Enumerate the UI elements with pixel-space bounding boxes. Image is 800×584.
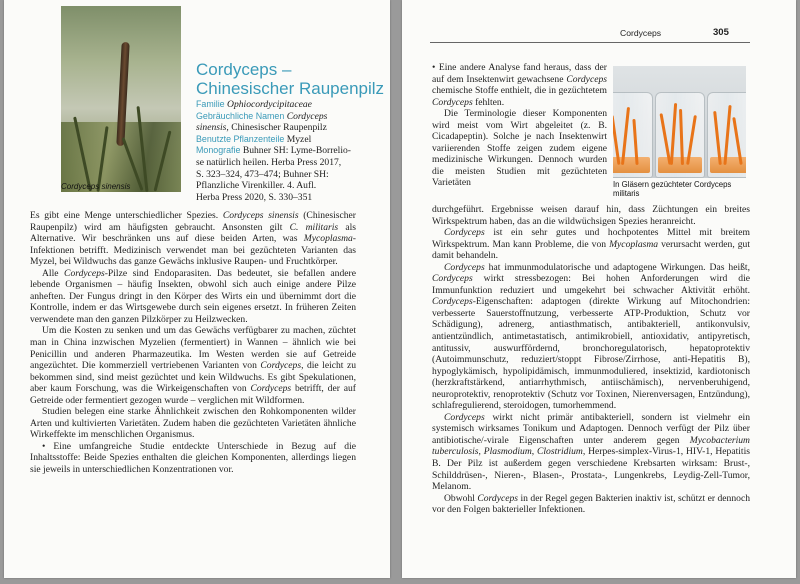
right-float-text bbox=[432, 62, 607, 189]
left-body-text bbox=[30, 210, 356, 476]
photo-caption-left: Cordyceps sinensis bbox=[61, 182, 131, 191]
paragraph: Cordyceps wirkt nicht primär antibakteriell, sondern ist vielmehr ein systemisch wirksames Tonikum und Adaptogen. Dennoch verfügt der Pilz über antibiotische/-virale Eigenschaften unter anderem gegen Mycobacterium tuberculosis, Plasmodium, Clostridium, Herpes-simplex-Virus-1, HIV-1, Hepatitis B. Der Pilz ist außerdem gegen verschiedene Krebsarten wirksam: Brust-, Schilddrüsen-, Nieren-, Blasen-, Prostata-, Lungenkrebs, Leydig-Zell-Tumor, Melanom. bbox=[432, 411, 750, 493]
paragraph: Die Terminologie dieser Komponenten wird meist vom Wirt abgeleitet (z. B. Cicadapeptin). Solche je nach Insektenwirt variierenden Stoffe zeigen zudem eigene medizinische Wirkungen. Dennoch wurden die meisten Studien mit gezüchteten Varietäten bbox=[432, 108, 607, 189]
monograph-meta bbox=[196, 99, 378, 203]
paragraph: Um die Kosten zu senken und um das Gewächs verfügbarer zu machen, züchtet man in China inzwischen Myzelien (fermentiert) in Wannen – ähnlich wie bei Penicillin und anderen Pharmazeutika. Im Westen werden sie auf Getreide angezüchtet. Die kommerziell vertriebenen Varianten von Cordyceps, die leicht zu bekommen sind, sind meist gezüchtet und kein Wildwuchs. Es gibt Spekulationen, aber kaum Forschung, was die Wirkeigenschaften von Cordyceps betrifft, der auf Getreide oder fermentiert gezogen wurde – verglichen mit Wildformen. bbox=[30, 325, 356, 406]
bullet-paragraph: • Eine umfangreiche Studie entdeckte Unterschiede in Bezug auf die Inhaltsstoffe: Beide Spezies enthalten die gleichen Komponenten, allerdings liegen sie jeweils in unterschiedlichen Konzentrationen vor. bbox=[30, 441, 356, 476]
title-line-1: Cordyceps – bbox=[196, 60, 292, 79]
page-number: 305 bbox=[713, 27, 729, 38]
cordyceps-militaris-jars-photo bbox=[613, 66, 746, 178]
paragraph: durchgeführt. Ergebnisse weisen darauf hin, dass Züchtungen ein breites Wirkspektrum haben, das an die wildwüchsigen Spezies heranreicht. bbox=[432, 204, 750, 227]
meta-parts-used: Benutzte Pflanzenteile Myzel bbox=[196, 133, 312, 145]
paragraph: Studien belegen eine starke Ähnlichkeit zwischen den Rohkomponenten wilder Arten und kultivierten Varietäten. Zudem haben die gezüchteten Varietäten ähnliche Wirkeffekte im menschlichen Organismus. bbox=[30, 406, 356, 441]
running-head: Cordyceps bbox=[620, 28, 662, 38]
paragraph: Cordyceps ist ein sehr gutes und hochpotentes Mittel mit breitem Wirkspektrum. Man kann Probleme, die von Mycoplasma verursacht werden, gut damit behandeln. bbox=[432, 227, 750, 262]
title-line-2: Chinesischer Raupenpilz bbox=[196, 79, 385, 98]
bullet-paragraph: • Eine andere Analyse fand heraus, dass der auf dem Insektenwirt gewachsene Cordyceps chemische Stoffe enthielt, die in gezüchtetem Cordyceps fehlten. bbox=[432, 62, 607, 108]
paragraph: Es gibt eine Menge unterschiedlicher Spezies. Cordyceps sinensis (Chinesischer Raupenpilz) wird am häufigsten gebraucht. Ansonsten gilt C. militaris als Alternative. Wir beschränken uns auf diese beiden Arten, was Mycoplasma-Infektionen betrifft. Medizinisch verwendet man bei gezüchteten Varianten das Myzel, bei Wildwuchs das ganze Gewächs inklusive Raupen- und Fruchtkörper. bbox=[30, 210, 357, 268]
meta-monograph: Monografie Buhner SH: Lyme-Borrelio- se natürlich heilen. Herba Press 2017, S. 323–324, 473–474; Buhner SH: Pflanzliche Virenkiller. 4. Aufl. Herba Press 2020, S. 330–351 bbox=[196, 145, 351, 203]
cordyceps-sinensis-photo bbox=[61, 6, 181, 192]
photo-caption-right: In Gläsern gezüchteter Cordyceps militaris bbox=[613, 180, 732, 198]
meta-family: Familie Ophiocordycipitaceae bbox=[196, 99, 312, 110]
paragraph: Alle Cordyceps-Pilze sind Endoparasiten. Das bedeutet, sie befallen andere lebende Organismen – häufig Insekten, obwohl sich auch einige andere Pilze anheften. Der Fungus dringt in den Körper des Wirts ein und übernimmt dort die Kontrolle, indem er das Wirtsgewebe durch sein eigenes ersetzt. In früheren Zeiten verwendete man den ganzen Pilzkörper zu Heilzwecken. bbox=[30, 267, 356, 325]
paragraph: Obwohl Cordyceps in der Regel gegen Bakterien inaktiv ist, schützt er dennoch vor den Folgen bakterieller Infektionen. bbox=[432, 492, 750, 516]
header-rule bbox=[430, 42, 750, 43]
meta-common-names: Gebräuchliche Namen Cordyceps sinensis, Chinesischer Raupenpilz bbox=[196, 110, 328, 134]
monograph-title bbox=[196, 60, 386, 98]
paragraph: Cordyceps hat immunmodulatorische und adaptogene Wirkungen. Das heißt, Cordyceps wirkt stressbezogen: Bei hohen Anforderungen wird die Immunfunktion reduziert und umgekehrt bei schwacher Aktivität erhöht. Cordyceps-Eigenschaften: adaptogen (direkte Wirkung auf Mitochondrien: verbesserte Sauerstoffnutzung, verbesserte ATP-Produktion, Schutz vor Schädigung), adrenerg, antiasthmatisch, antibakteriell, antikonvulsiv, antientzündlich, antimetastatisch, antimikrobiell, antioxidativ, antipyretisch, antitussiv, auswurffördernd, bronchoregulatorisch, hepatoprotektiv (Autoimmunschutz, reduziert/stoppt Fibrose/Zirrhose, anti-Hepatitis B), hypoglykämisch, hypolipidämisch, immunmoduliered, insektizid, kardiotonisch (herzkraftstärkend, antiarrhythmisch, antiischämisch), nervenberuhigend, neuroprotektiv, renoprotektiv (Schutz vor Toxinen, Nierenversagen, Entzündung), schlafregulierend, steroidogen, tumorhemmend. bbox=[432, 261, 750, 412]
right-body-text bbox=[432, 204, 750, 516]
